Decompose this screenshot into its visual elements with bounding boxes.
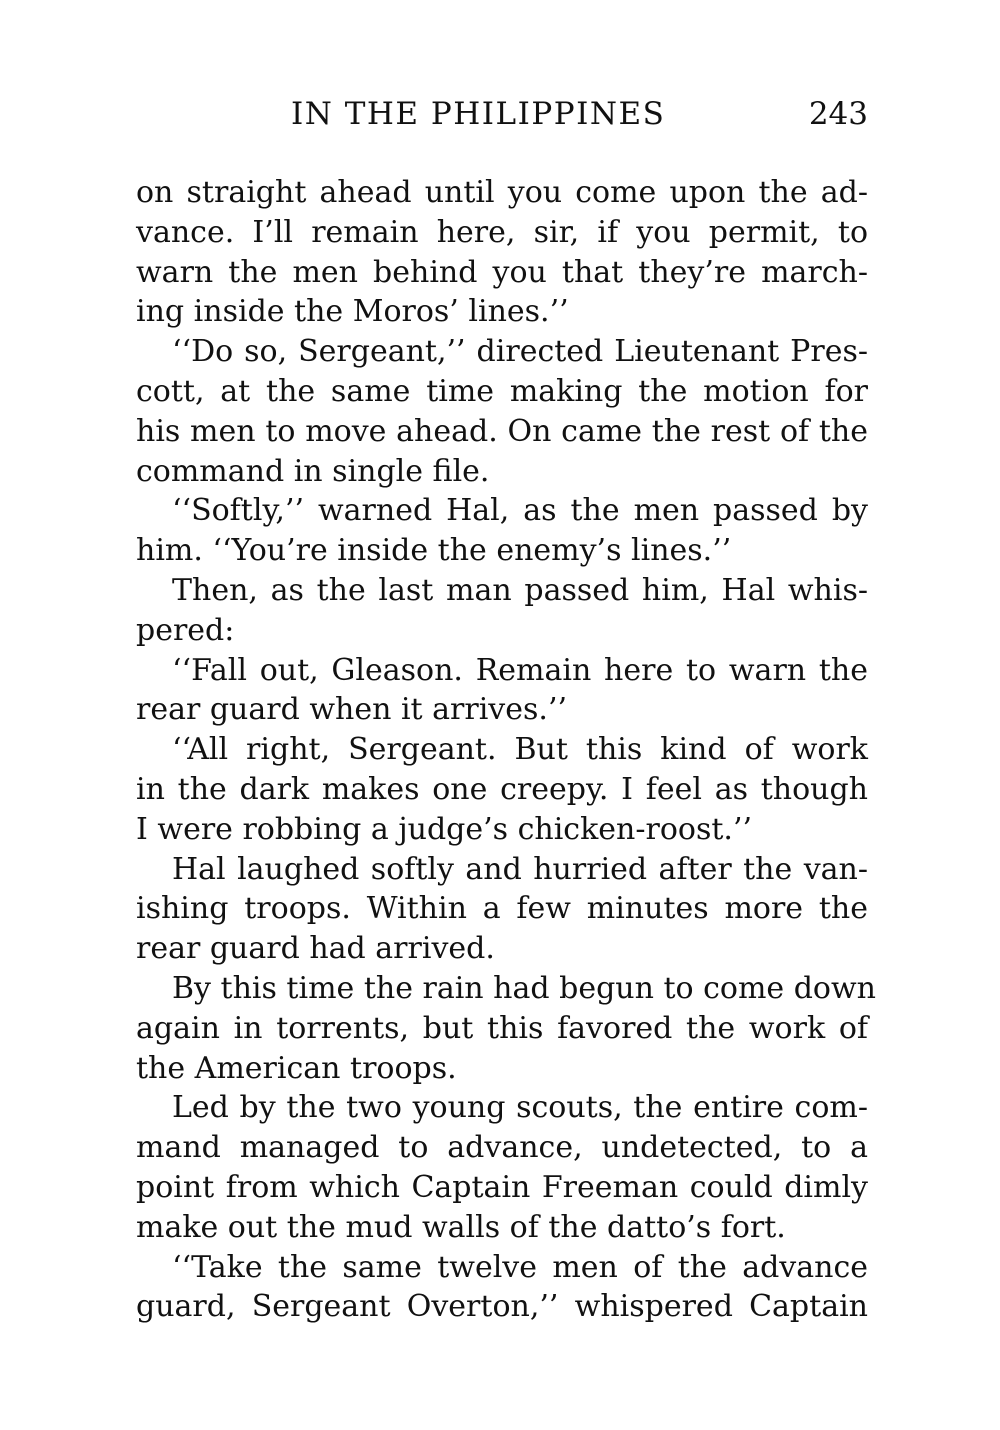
text-line: By this time the rain had begun to come down [172,970,876,1006]
text-line: ‘‘Fall out, Gleason. Remain here to warn the [172,652,868,688]
page-header [136,92,868,136]
text-line: again in torrents, but this favored the work of [136,1010,868,1046]
text-line: cott, at the same time making the motion for [136,373,868,409]
text-line: his men to move ahead. On came the rest of the [136,413,868,449]
text-line: Then, as the last man passed him, Hal whis- [172,572,868,608]
text-line: ‘‘All right, Sergeant. But this kind of work [172,732,868,768]
text-line: ing inside the Moros’ lines.’’ [136,294,569,330]
text-line: pered: [136,612,235,648]
text-line: ‘‘Do so, Sergeant,’’ directed Lieutenant Pres- [172,334,868,370]
page-number: 243 [808,96,868,132]
text-line: vance. I’ll remain here, sir, if you permit, to [136,214,868,250]
text-line: rear guard when it arrives.’’ [136,692,568,728]
text-line: point from which Captain Freeman could dimly [136,1169,868,1205]
text-line: ‘‘Take the same twelve men of the advance [172,1249,868,1285]
text-line: in the dark makes one creepy. I feel as though [136,771,868,807]
text-line: the American troops. [136,1050,457,1086]
text-line: command in single file. [136,453,490,489]
text-line: guard, Sergeant Overton,’’ whispered Captain [136,1289,868,1325]
text-line: on straight ahead until you come upon the ad- [136,175,868,210]
text-line: rear guard had arrived. [136,931,495,967]
text-line: mand managed to advance, undetected, to a [136,1130,868,1166]
text-line: ‘‘Softly,’’ warned Hal, as the men passed by [172,493,868,529]
text-line: Hal laughed softly and hurried after the van- [172,851,868,887]
body-text [136,173,876,1327]
text-line: ishing troops. Within a few minutes more the [136,891,868,927]
text-line: I were robbing a judge’s chicken-roost.’’ [136,811,753,847]
text-line: Led by the two young scouts, the entire com- [172,1090,868,1126]
running-head: IN THE PHILIPPINES [291,96,666,132]
text-line: make out the mud walls of the datto’s fort. [136,1209,786,1245]
text-line: warn the men behind you that they’re march- [136,254,868,290]
text-line: him. ‘‘You’re inside the enemy’s lines.’’ [136,533,732,569]
